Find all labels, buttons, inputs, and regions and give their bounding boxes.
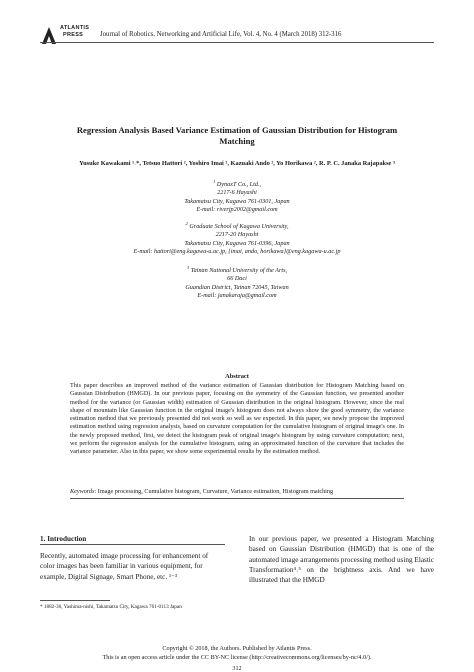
affiliation-3: $^3$ Tainan National University of the Arts, 66 Daci Guandian District, Tainan 72045, Taiwan E-mail: janakaraja@gmail.com: [185, 265, 289, 300]
journal-citation: Journal of Robotics, Networking and Artificial Life, Vol. 4, No. 4 (March 2018) 312-316: [100, 31, 342, 38]
paper-title: Regression Analysis Based Variance Estimation of Gaussian Distribution for Histogram Matching: [76, 125, 398, 146]
publisher-logo: [40, 22, 96, 52]
header-rule: [40, 42, 434, 43]
section-rule: [40, 544, 225, 545]
copyright-notice: Copyright © 2018, the Authors. Published by Atlantis Press. This is an open access article under the CC BY-NC license (http://creativecommons.org/licenses/by-nc/4.0/).: [102, 645, 372, 661]
affiliation-2: $^2$ Graduate School of Kagawa University, 2217-20 Hayashi Takamatsu City, Kagawa 761-0396, Japan E-mail: hattori@eng.kagawa-u.ac.jp, {imai, ando, horikawa}@eng.kagawa-u.ac.jp: [133, 221, 341, 256]
intro-right-column: In our previous paper, we presented a Histogram Matching based on Gaussian Distribution (HMGD) that is one of the automated image arrangements processing method using Elastic Transformation⁴˒⁵ on the brightness axis. And we have illustrated that the HMGD: [249, 535, 434, 585]
affiliation-1: $^1$ DynaxT Co., Ltd., 2217-6 Hayashi Takamatsu City, Kagawa 761-0301, Japan E-mail: riverjp2002@gmail.com: [184, 179, 290, 214]
footnote: * 1882-36, Yashima-nishi, Takamatsu City, Kagawa 761-0113 Japan: [40, 604, 182, 610]
abstract-heading: Abstract: [225, 373, 249, 380]
keywords: Keywords: Image processing, Cumulative histogram, Curvature, Variance estimation, Histogram matching: [70, 488, 334, 495]
intro-left-column: Recently, automated image processing for enhancement of color images has been familiar in various equipment, for example, Digital Signage, Smart Phone, etc. ¹⁻³: [40, 552, 209, 581]
author-list: Yusuke Kawakami ¹˒*, Tetsuo Hattori ², Yoshiro Imai ², Kazuaki Ando ², Yo Horikawa ², R. P. C. Janaka Rajapakse ³: [79, 160, 395, 167]
section-heading: 1. Introduction: [40, 535, 87, 543]
page-number: 312: [232, 665, 242, 672]
abstract-text: This paper describes an improved method of the variance estimation of Gaussian distribution for Histogram Matching based on Gaussian Distribution (HMGD). In our previous paper, focusing on the symmetry of the Gaussian function, we presented another method for the variance (or Gaussian width) estimation of Gaussian distribution in the original histogram. However, since the real shape of mountain like Gaussian function in the original image's histogram does not always show the good symmetry, the variance estimation method that we previously presented did not work so well as we expected. In this paper, we newly propose the improved estimation method using regression analysis, based on curvature computation for the cumulative histogram of original image's one. In the newly proposed method, first, we detect the histogram peak of original image's histogram by using curvature computation; next, we perform the regression analysis for the cumulative histogram, using an approximated function of the curvature that includes the variance parameter. Also in this paper, we show some experimental results by the estimation method.: [70, 382, 404, 456]
publisher-name: ATLANTIS PRESS: [60, 25, 90, 38]
abstract-rule: [70, 498, 404, 499]
footnote-rule: [40, 600, 110, 601]
